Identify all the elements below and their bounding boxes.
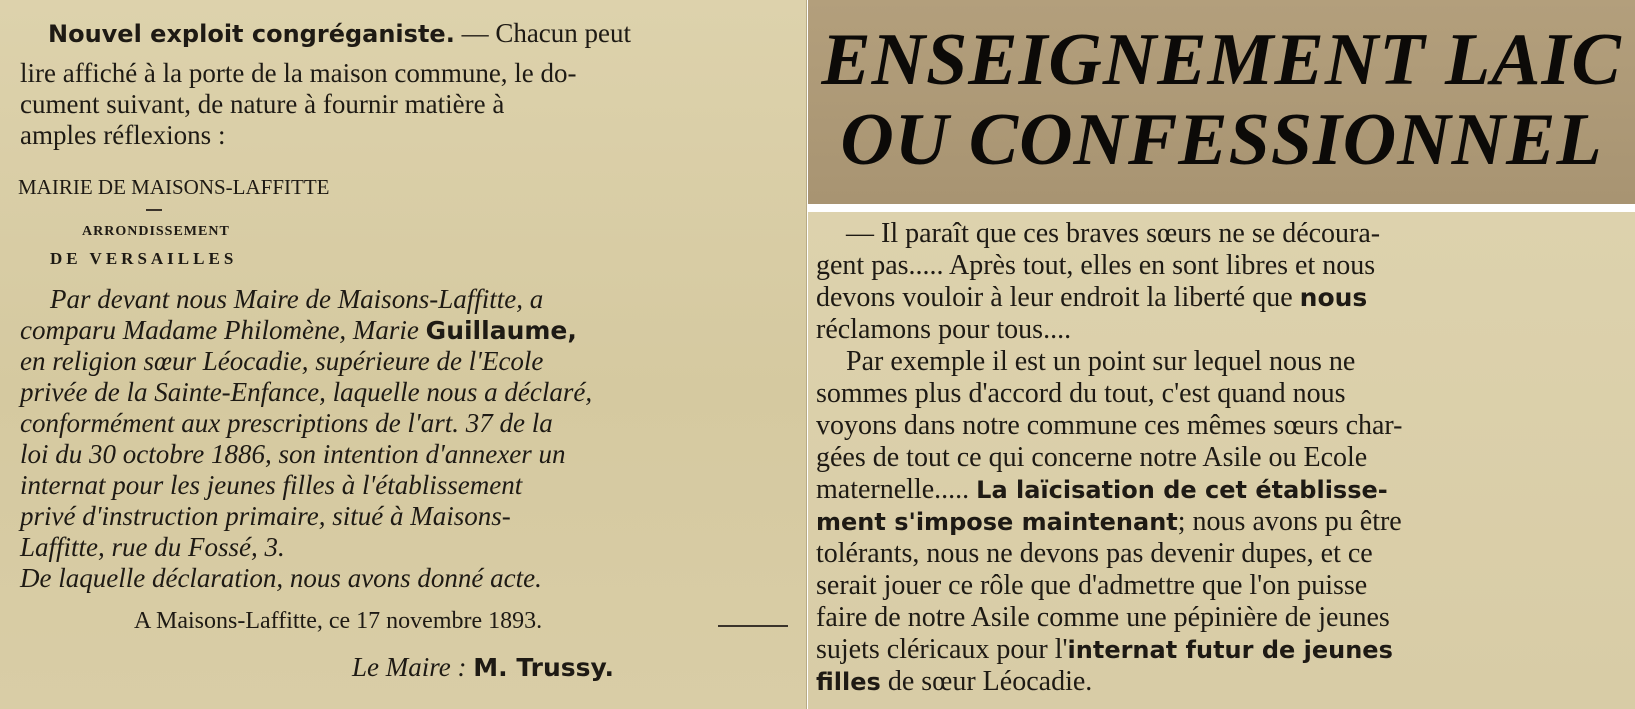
right-line-4: réclamons pour tous....: [816, 314, 1072, 345]
right-line-14-text: sujets cléricaux pour l': [816, 634, 1068, 665]
signature-label: Le Maire :: [352, 652, 474, 682]
right-line-14: [816, 634, 1393, 666]
body-line-2-text: comparu Madame Philomène, Marie: [20, 315, 419, 345]
right-line-9-bold: La laïcisation de cet établisse-: [976, 476, 1388, 504]
right-line-5: Par exemple il est un point sur lequel nous ne: [846, 346, 1356, 377]
signature-line: [352, 652, 614, 683]
body-line-1: Par devant nous Maire de Maisons-Laffitte, a: [50, 284, 544, 314]
right-line-10-bold: ment s'impose maintenant: [816, 508, 1178, 536]
right-line-1: — Il paraît que ces braves sœurs ne se découra-: [846, 218, 1381, 249]
body-line-10: De laquelle déclaration, nous avons donné acte.: [20, 563, 542, 593]
arrondissement-label: ARRONDISSEMENT: [82, 224, 230, 239]
right-line-3-text: devons vouloir à leur endroit la liberté que: [816, 282, 1300, 313]
right-panel: [808, 0, 1635, 709]
signature-name: M. Trussy.: [473, 653, 615, 682]
right-line-8: gées de tout ce qui concerne notre Asile ou Ecole: [816, 442, 1368, 473]
versailles-label: DE VERSAILLES: [50, 249, 238, 268]
intro-line-1: lire affiché à la porte de la maison commune, le do-: [20, 58, 577, 88]
guillaume-name: Guillaume,: [425, 316, 577, 345]
headline-banner: [808, 0, 1635, 204]
intro-line-3: amples réflexions :: [20, 120, 226, 150]
lead-paragraph-first-line: [48, 18, 631, 50]
right-line-12: serait jouer ce rôle que d'admettre que l'on puisse: [816, 570, 1368, 601]
right-line-10: [816, 506, 1402, 538]
right-line-13: faire de notre Asile comme une pépinière de jeunes: [816, 602, 1390, 633]
right-line-9: [816, 474, 1388, 506]
lead-rest: — Chacun peut: [454, 18, 632, 48]
lead-title: Nouvel exploit congréganiste.: [48, 20, 455, 48]
body-line-5: conformément aux prescriptions de l'art. 37 de la: [20, 408, 553, 438]
body-line-2: [20, 315, 577, 346]
body-line-9: Laffitte, rue du Fossé, 3.: [20, 532, 285, 562]
body-line-4: privée de la Sainte-Enfance, laquelle nous a déclaré,: [20, 377, 593, 407]
headline-line-1: ENSEIGNEMENT LAIC: [821, 19, 1622, 101]
right-line-9-text: maternelle.....: [816, 474, 977, 505]
body-line-7: internat pour les jeunes filles à l'établissement: [20, 470, 523, 500]
right-line-15-text: de sœur Léocadie.: [880, 666, 1093, 697]
dateline-rule: [718, 625, 788, 627]
left-newspaper-clipping: [0, 0, 807, 709]
right-line-15: [816, 666, 1092, 698]
right-line-15-bold: filles: [816, 668, 881, 696]
dateline: A Maisons-Laffitte, ce 17 novembre 1893.: [134, 608, 543, 634]
mairie-heading: MAIRIE DE MAISONS-LAFFITTE: [18, 175, 330, 199]
right-line-2: gent pas..... Après tout, elles en sont libres et nous: [816, 250, 1376, 281]
right-line-6: sommes plus d'accord du tout, c'est quand nous: [816, 378, 1346, 409]
intro-line-2: cument suivant, de nature à fournir matière à: [20, 89, 505, 119]
body-line-6: loi du 30 octobre 1886, son intention d'annexer un: [20, 439, 566, 469]
body-line-3: en religion sœur Léocadie, supérieure de l'Ecole: [20, 346, 544, 376]
heading-dash: [146, 209, 162, 211]
headline-line-2: OU CONFESSIONNEL: [840, 99, 1603, 181]
right-line-11: tolérants, nous ne devons pas devenir dupes, et ce: [816, 538, 1373, 569]
right-line-3: [816, 282, 1367, 314]
right-line-10-text: ; nous avons pu être: [1177, 506, 1402, 537]
right-line-14-bold: internat futur de jeunes: [1067, 636, 1393, 664]
right-line-3-bold: nous: [1299, 283, 1368, 312]
right-newspaper-clipping: [808, 212, 1635, 709]
right-line-7: voyons dans notre commune ces mêmes sœurs char-: [816, 410, 1403, 441]
body-line-8: privé d'instruction primaire, situé à Maisons-: [20, 501, 511, 531]
